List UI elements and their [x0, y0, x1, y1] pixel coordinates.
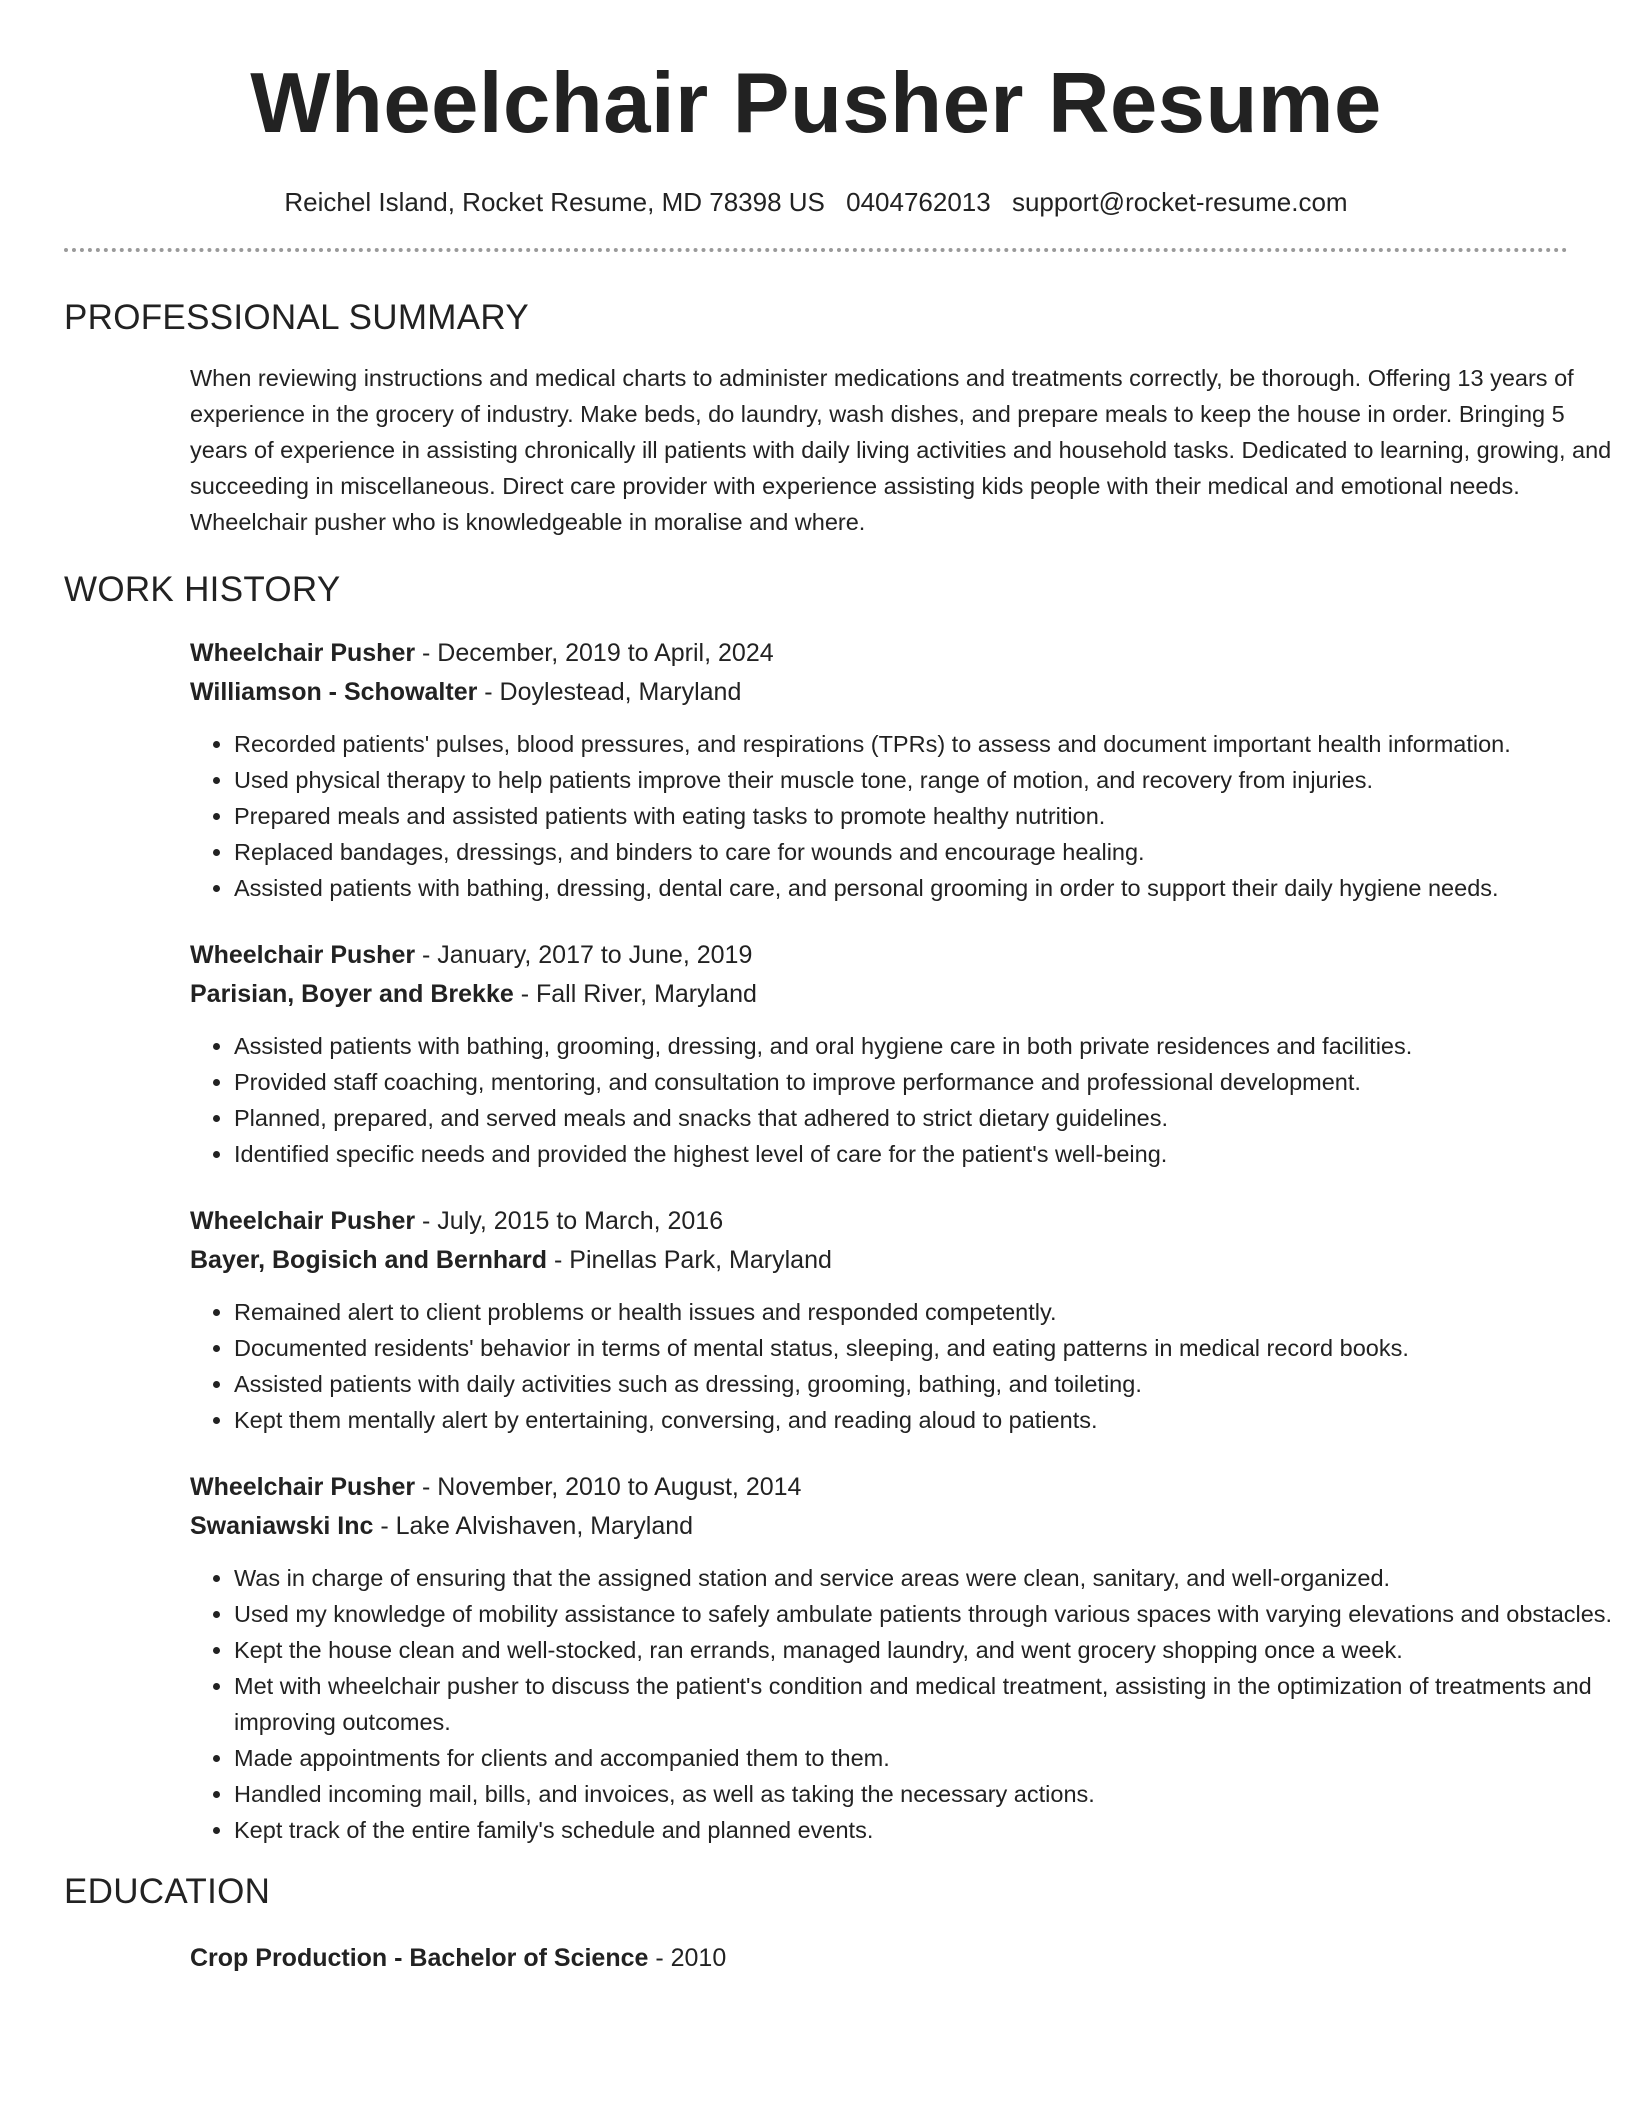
job-dates: - January, 2017 to June, 2019: [415, 941, 753, 969]
job-company-line: [190, 673, 1568, 712]
job-entry: [190, 1202, 1568, 1438]
job-entry: [190, 634, 1568, 906]
job-company: Williamson - Schowalter: [190, 678, 478, 706]
job-bullet: • Assisted patients with bathing, dressing, dental care, and personal grooming in order to support their daily hygiene needs.: [234, 870, 1632, 906]
job-bullet: • Replaced bandages, dressings, and binders to care for wounds and encourage healing.: [234, 834, 1632, 870]
job-company: Bayer, Bogisich and Bernhard: [190, 1246, 548, 1274]
job-location: - Pinellas Park, Maryland: [547, 1246, 832, 1274]
job-title: Wheelchair Pusher: [190, 639, 416, 667]
education-year: - 2010: [648, 1944, 727, 1972]
job-title-line: [190, 1468, 1568, 1507]
work-history-heading: WORK HISTORY: [64, 570, 341, 609]
job-company-line: [190, 1507, 1568, 1546]
job-bullet: • Documented residents' behavior in terms of mental status, sleeping, and eating patterns in medical record books.: [234, 1330, 1632, 1366]
job-company-line: [190, 1241, 1568, 1280]
job-bullet: • Identified specific needs and provided the highest level of care for the patient's well-being.: [234, 1136, 1632, 1172]
job-bullet: • Provided staff coaching, mentoring, and consultation to improve performance and professional development.: [234, 1064, 1632, 1100]
job-bullet: • Assisted patients with daily activities such as dressing, grooming, bathing, and toileting.: [234, 1366, 1632, 1402]
job-bullet: • Assisted patients with bathing, grooming, dressing, and oral hygiene care in both private residences and facilities.: [234, 1028, 1632, 1064]
job-bullet: • Met with wheelchair pusher to discuss the patient's condition and medical treatment, assisting in the optimization of treatments and improving outcomes.: [234, 1668, 1632, 1740]
job-entry: [190, 1468, 1613, 1848]
job-bullet: • Handled incoming mail, bills, and invoices, as well as taking the necessary actions.: [234, 1776, 1632, 1812]
job-title: Wheelchair Pusher: [190, 1207, 416, 1235]
job-bullet: • Kept them mentally alert by entertaining, conversing, and reading aloud to patients.: [234, 1402, 1632, 1438]
resume-title: Wheelchair Pusher Resume: [250, 56, 1382, 151]
job-bullet: • Kept track of the entire family's schedule and planned events.: [234, 1812, 1632, 1848]
job-dates: - July, 2015 to March, 2016: [415, 1207, 724, 1235]
job-bullet: • Recorded patients' pulses, blood pressures, and respirations (TPRs) to assess and document important health information.: [234, 726, 1632, 762]
job-bullet: • Used physical therapy to help patients improve their muscle tone, range of motion, and recovery from injuries.: [234, 762, 1632, 798]
job-bullet: • Remained alert to client problems or health issues and responded competently.: [234, 1294, 1632, 1330]
job-bullets: [190, 1294, 1632, 1438]
job-bullet: • Was in charge of ensuring that the assigned station and service areas were clean, sanitary, and well-organized.: [234, 1560, 1632, 1596]
contact-email: support@rocket-resume.com: [1011, 187, 1348, 217]
job-title-line: [190, 936, 1568, 975]
job-location: - Lake Alvishaven, Maryland: [373, 1512, 694, 1540]
job-bullet: • Made appointments for clients and accompanied them to them.: [234, 1740, 1632, 1776]
job-bullet: • Planned, prepared, and served meals and snacks that adhered to strict dietary guidelines.: [234, 1100, 1632, 1136]
education-degree: Crop Production - Bachelor of Science: [190, 1944, 649, 1972]
summary-heading: PROFESSIONAL SUMMARY: [64, 298, 529, 337]
job-title-line: [190, 1202, 1568, 1241]
resume-page: [64, 0, 1613, 1976]
job-bullet: • Used my knowledge of mobility assistance to safely ambulate patients through various spaces with varying elevations and obstacles.: [234, 1596, 1632, 1632]
job-bullet: • Prepared meals and assisted patients with eating tasks to promote healthy nutrition.: [234, 798, 1632, 834]
job-title: Wheelchair Pusher: [190, 941, 416, 969]
job-company: Parisian, Boyer and Brekke: [190, 980, 514, 1008]
education-heading: EDUCATION: [64, 1872, 271, 1911]
job-title-line: [190, 634, 1568, 673]
job-bullets: [190, 1560, 1632, 1848]
job-bullets: [190, 726, 1632, 906]
job-dates: - December, 2019 to April, 2024: [415, 639, 774, 667]
job-bullets: [190, 1028, 1632, 1172]
job-location: - Doylestead, Maryland: [477, 678, 742, 706]
contact-address: Reichel Island, Rocket Resume, MD 78398 US: [284, 187, 825, 217]
header-divider: [64, 248, 1568, 252]
contact-phone: 0404762013: [846, 187, 991, 217]
summary-text: When reviewing instructions and medical charts to administer medications and treatments correctly, be thorough. Offering 13 years of experience in the grocery of industry. Make beds, do laundry, wash dishes, and prepare meals to keep the house in order. Bringing 5 years of experience in assisting chronically ill patients with daily living activities and household tasks. Dedicated to learning, growing, and succeeding in miscellaneous. Direct care provider with experience assisting kids people with their medical and emotional needs. Wheelchair pusher who is knowledgeable in moralise and where.: [190, 365, 1612, 535]
job-title: Wheelchair Pusher: [190, 1473, 416, 1501]
contact-line: [64, 184, 1568, 220]
job-company: Swaniawski Inc: [190, 1512, 374, 1540]
job-company-line: [190, 975, 1568, 1014]
job-dates: - November, 2010 to August, 2014: [415, 1473, 802, 1501]
education-entry: [190, 1940, 1568, 1976]
job-bullet: • Kept the house clean and well-stocked, ran errands, managed laundry, and went grocery shopping once a week.: [234, 1632, 1632, 1668]
job-location: - Fall River, Maryland: [513, 980, 757, 1008]
job-entry: [190, 936, 1568, 1172]
